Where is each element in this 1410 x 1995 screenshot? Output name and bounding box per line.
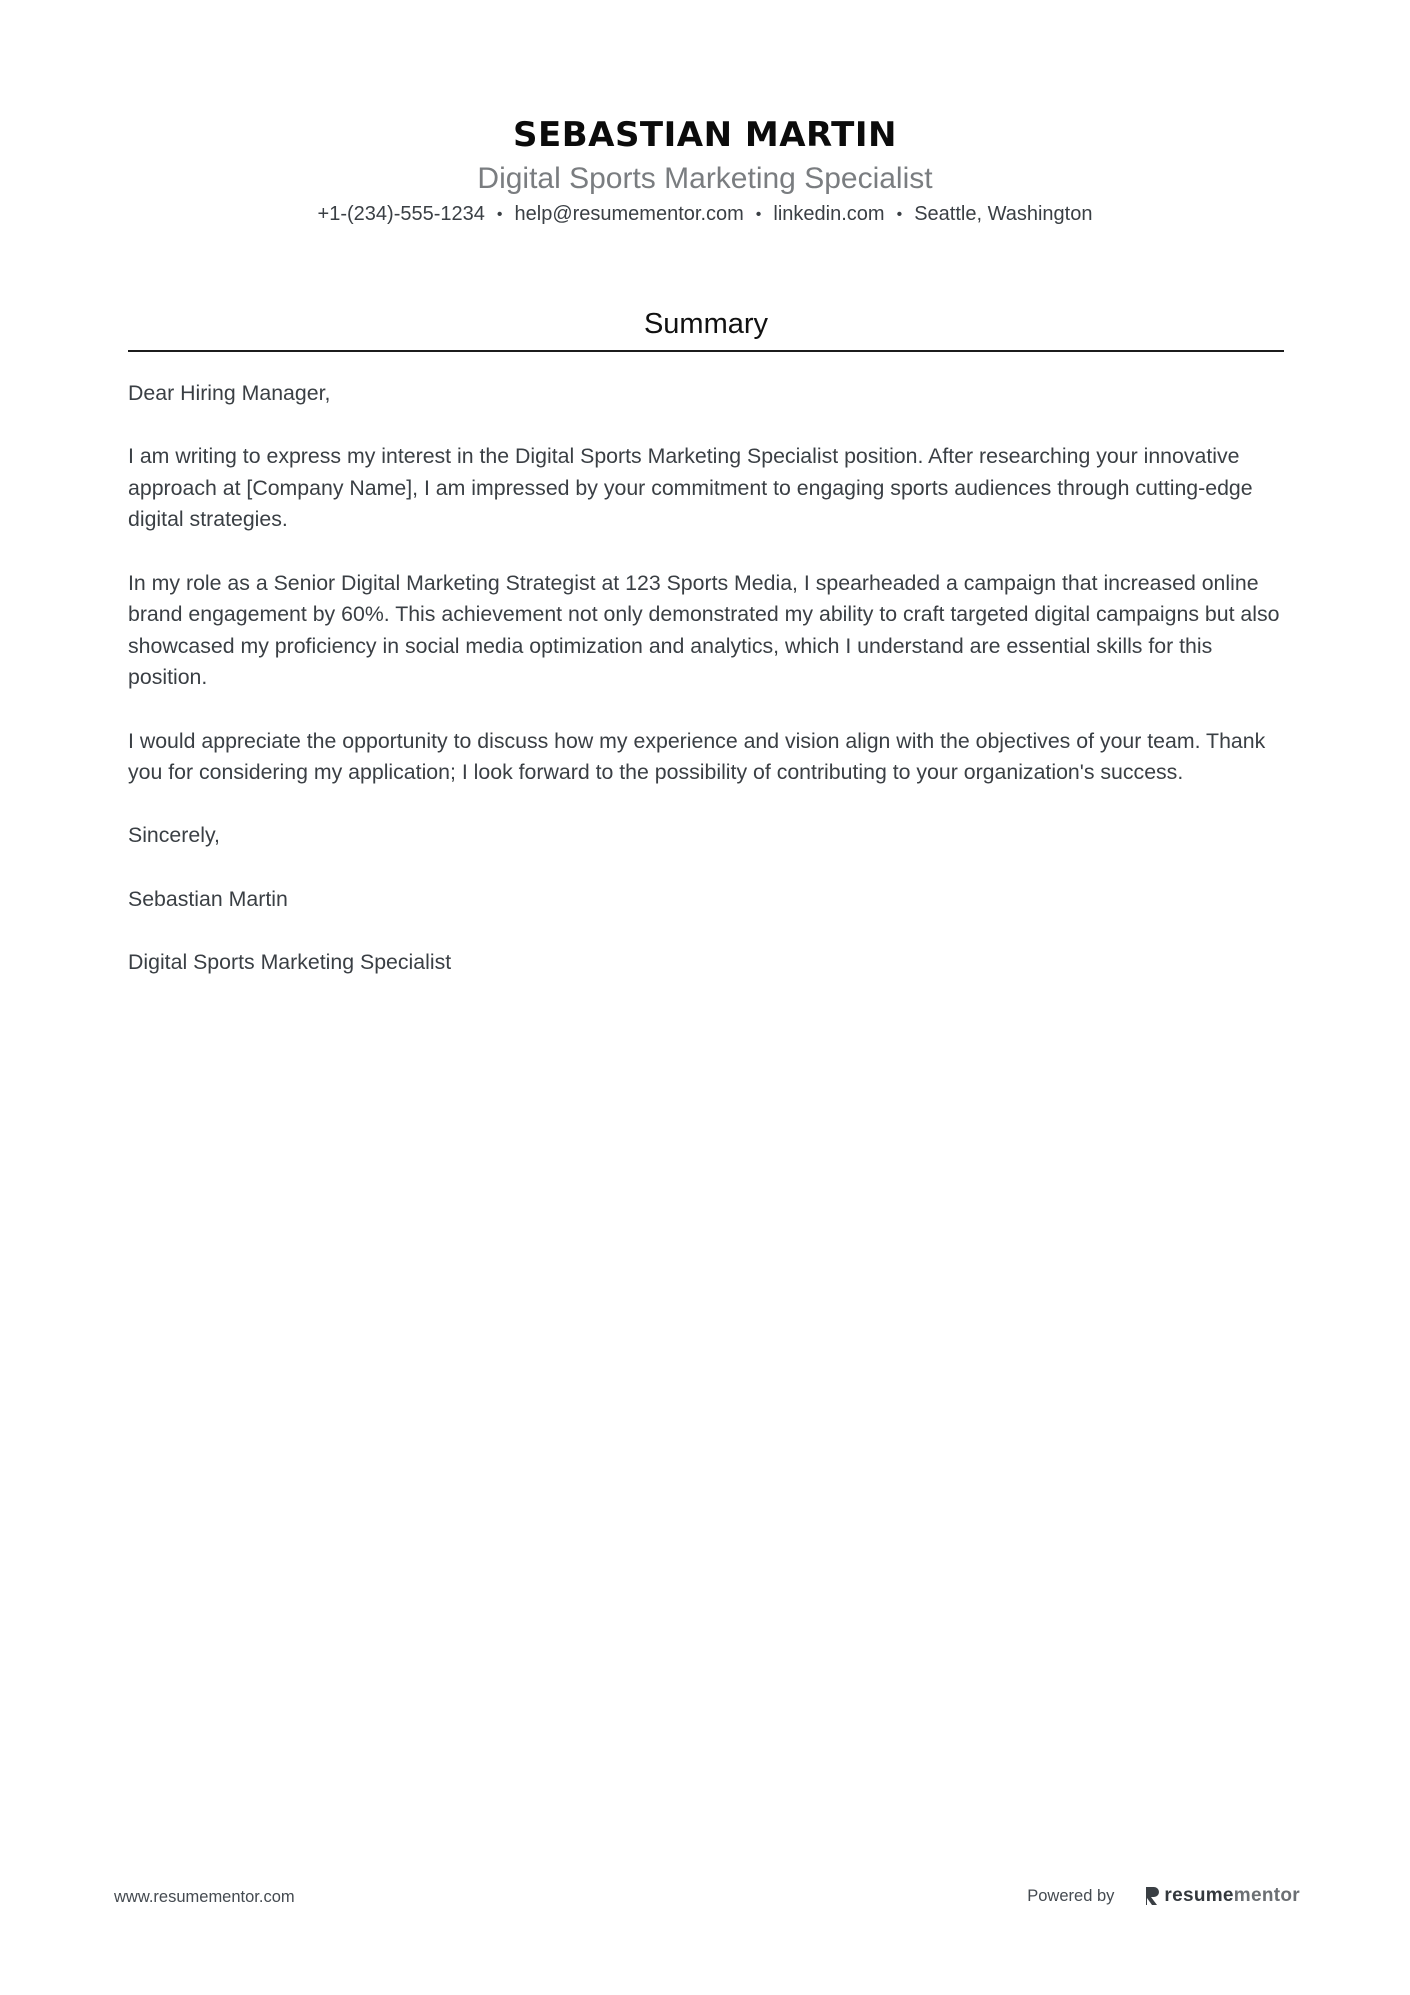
powered-by-label: Powered by bbox=[1027, 1886, 1115, 1905]
candidate-title: Digital Sports Marketing Specialist bbox=[477, 162, 933, 195]
signature-title: Digital Sports Marketing Specialist bbox=[128, 949, 452, 974]
letter-paragraph-3: I would appreciate the opportunity to discuss how my experience and vision align with the objectives of your team. Thank you for considering my application; I look forward to the possibility of contributing to your organization's success. bbox=[128, 728, 1266, 785]
letter-paragraph-1: I am writing to express my interest in the Digital Sports Marketing Specialist position. After researching your innovative approach at [Company Name], I am impressed by your commitment to engaging sports audiences through cutting-edge digital strategies. bbox=[128, 444, 1253, 532]
footer-branding bbox=[1027, 1885, 1300, 1907]
contact-line bbox=[0, 200, 1410, 229]
letter-paragraph-2: In my role as a Senior Digital Marketing Strategist at 123 Sports Media, I spearheaded a campaign that increased online brand engagement by 60%. This achievement not only demonstrated my ability to craft targeted digital campaigns but also showcased my proficiency in social media optimization and analytics, which I understand are essential skills for this position. bbox=[128, 570, 1280, 690]
brand-name-part2: mentor bbox=[1233, 1885, 1300, 1906]
footer-website[interactable]: www.resumementor.com bbox=[114, 1888, 295, 1906]
contact-separator: • bbox=[896, 206, 903, 223]
section-heading-summary: Summary bbox=[643, 308, 769, 340]
contact-location: Seattle, Washington bbox=[914, 203, 1093, 225]
brand-logo[interactable] bbox=[1144, 1885, 1300, 1907]
header bbox=[0, 112, 1410, 229]
contact-email[interactable]: help@resumementor.com bbox=[514, 203, 744, 225]
candidate-name: SEBASTIAN MARTIN bbox=[513, 115, 897, 155]
section-divider bbox=[128, 350, 1284, 352]
letter-closing: Sincerely, bbox=[128, 823, 220, 848]
signature-name: Sebastian Martin bbox=[128, 886, 288, 911]
contact-separator: • bbox=[755, 206, 762, 223]
letter-body bbox=[128, 378, 1288, 1010]
resumementor-logo-icon bbox=[1144, 1886, 1160, 1906]
contact-phone: +1-(234)-555-1234 bbox=[317, 203, 485, 225]
contact-linkedin[interactable]: linkedin.com bbox=[773, 203, 885, 225]
brand-name-part1: resume bbox=[1164, 1885, 1234, 1906]
contact-separator: • bbox=[496, 206, 503, 223]
letter-greeting: Dear Hiring Manager, bbox=[128, 381, 331, 405]
